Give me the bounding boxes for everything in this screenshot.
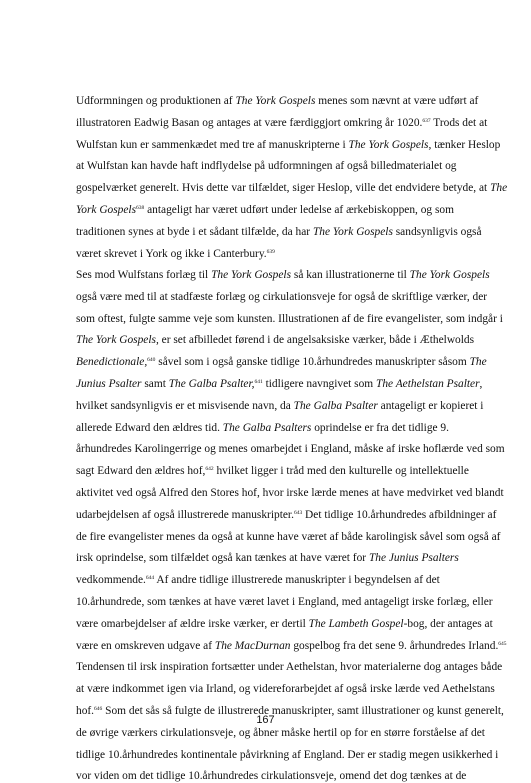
text-run: været skrevet i York og ikke i Canterbury.	[76, 247, 267, 260]
italic-title: The York Gospels	[312, 225, 393, 238]
text-line	[76, 290, 487, 304]
footnote-ref: 644	[145, 575, 155, 582]
text-line	[76, 442, 505, 456]
footnote-ref: 646	[94, 706, 103, 712]
text-line	[76, 138, 500, 152]
text-run: Wulfstan kun er sammenkædet med tre af manuskripterne i	[76, 138, 349, 151]
text-line	[76, 355, 487, 369]
text-run: hvilket ligger i tråd med den kulturelle og intellektuelle	[213, 465, 469, 478]
text-line	[76, 595, 493, 609]
text-line	[76, 312, 503, 326]
text-line	[76, 247, 275, 261]
text-run: -bog, der antages at	[403, 617, 493, 630]
text-line	[76, 94, 478, 108]
text-run: så kan illustrationerne til	[291, 269, 410, 281]
text-line	[76, 116, 487, 130]
text-run: samt	[141, 378, 169, 390]
text-line	[76, 726, 485, 740]
italic-title: The MacDurnan	[214, 639, 291, 652]
italic-title: The York Gospels	[211, 269, 292, 281]
text-run: Af andre tidlige illustrerede manuskripter i begyndelsen af det	[154, 574, 440, 587]
italic-title: The York Gospels,	[76, 334, 159, 347]
text-line	[76, 421, 449, 435]
text-run: 10.århundrede, som tænkes at have været lavet i England, med antageligt irske forlæg, eller	[76, 596, 493, 608]
text-line	[76, 769, 466, 783]
text-run: antageligt er kopieret i	[377, 399, 484, 412]
text-line	[76, 377, 482, 391]
italic-title: Benedictionale,	[76, 356, 148, 369]
italic-title: The York Gospels	[235, 95, 316, 107]
italic-title: The	[490, 182, 508, 195]
italic-title: The Galba Psalter	[293, 399, 378, 412]
text-run: sandsynligvis også	[392, 225, 482, 238]
italic-title: The York Gospels	[409, 269, 490, 281]
text-run: oprindelse er fra det tidlige 9.	[311, 421, 449, 434]
page-number: 167	[256, 714, 275, 726]
text-run: som oftest, fulgte samme veje som kunsten. Illustrationen af de fire evangelister, som indgår i	[76, 312, 503, 325]
italic-title: The Galba Psalter,	[168, 378, 255, 390]
text-run: Det tidlige 10.århundredes afbildninger af	[302, 508, 497, 521]
footnote-ref: 639	[266, 248, 275, 255]
text-line	[76, 508, 496, 522]
italic-title: The York Gospels,	[348, 138, 432, 151]
text-line	[76, 225, 482, 239]
text-line	[76, 486, 504, 500]
footnote-ref: 645	[498, 640, 507, 647]
text-line	[76, 551, 459, 565]
text-run: Som det sås så fulgte de illustrerede manuskripter, samt illustrationer og kunst generelt,	[102, 705, 504, 717]
text-run: hvilket sandsynligvis er et misvisende navn, da	[76, 399, 294, 412]
text-line	[76, 748, 498, 762]
text-line	[76, 203, 454, 217]
text-run: såvel som i også ganske tidlige 10.århundredes manuskripter såsom	[155, 356, 470, 369]
footnote-ref: 643	[293, 509, 303, 516]
text-run: gospelbog fra det sene 9. århundredes Irland.	[290, 639, 499, 652]
italic-title: The	[469, 356, 487, 369]
text-run: at være indkommet igen via Irland, og videreforarbejdet af også irske lærde ved Aethelstans	[76, 683, 495, 696]
text-run: Tendensen til irsk inspiration fortsætter under Aethelstan, hvor materialerne dog antages både	[76, 661, 503, 674]
text-line	[76, 617, 493, 631]
text-run: være en omskreven udgave af	[76, 639, 215, 652]
text-run: er set afbilledet førend i de angelsaksiske værker, både i Æthelwolds	[158, 334, 475, 347]
text-run: århundredes Karolingerrige og menes omarbejdet i England, måske af irske hoflærde ved som	[76, 443, 505, 456]
text-run: Trods det at	[430, 116, 488, 129]
text-line	[76, 333, 474, 347]
text-line	[76, 464, 469, 478]
text-line	[76, 573, 440, 587]
text-run: at Wulfstan kan havde haft indflydelse på udformningen af også billedmaterialet og	[76, 160, 457, 173]
text-run: antageligt har været udført under ledelse af ærkebiskoppen, og som	[144, 204, 454, 216]
italic-title: The Junius Psalters	[368, 552, 459, 565]
text-run: Ses mod Wulfstans forlæg til	[76, 269, 212, 281]
text-line	[76, 682, 495, 696]
text-run: traditionen synes at byde i et sådant tilfælde, da har	[76, 225, 313, 238]
text-line	[76, 268, 490, 282]
footnote-ref: 641	[254, 379, 263, 385]
text-run: også være med til at stadfæste forlæg og cirkulationsveje for også de skriftlige værker, der	[76, 290, 488, 303]
italic-title: York Gospels	[76, 204, 137, 216]
footnote-ref: 640	[147, 357, 156, 364]
text-run: irsk oprindelse, som tilfældet også kan tænkes at have været for	[76, 552, 369, 565]
text-line	[76, 181, 507, 195]
footnote-ref: 637	[422, 117, 431, 124]
text-run: sagt Edward den ældres hof,	[76, 465, 206, 478]
text-line	[76, 660, 502, 674]
text-run: tidlige 10.århundredes kontinentale påvirkning af England. Der er stadig megen usikkerhed i	[76, 748, 499, 761]
italic-title: Junius Psalter	[76, 378, 142, 390]
text-run: aktivitet ved også Alfred den Stores hof, hvor irske lærde menes at have medvirket ved blandt	[76, 487, 504, 499]
text-line	[76, 639, 507, 653]
text-run: menes som nævnt at være udført af	[315, 95, 479, 107]
italic-title: The Lambeth Gospel	[308, 617, 404, 630]
text-run: tænker Heslop	[431, 138, 501, 151]
text-run: vor viden om det tidlige 10.århundredes cirkulationsveje, omend det dog tænkes at de	[76, 770, 467, 783]
text-run: være omarbejdelser af ældre irske værker, er dertil	[76, 617, 309, 630]
text-run: illustratoren Eadwig Basan og antages at være færdiggjort omkring år 1020.	[76, 116, 423, 129]
text-line	[76, 399, 483, 413]
text-run: tidligere navngivet som	[262, 378, 376, 390]
footnote-ref: 638	[136, 205, 145, 211]
text-run: ,	[479, 378, 483, 390]
italic-title: The Galba Psalters	[222, 421, 312, 434]
text-run: allerede Edward den ældres tid.	[76, 421, 223, 434]
italic-title: The Aethelstan Psalter	[375, 378, 480, 390]
text-run: gospelværket generelt. Hvis dette var tilfældet, siger Heslop, ville det endvidere betyde, at	[76, 182, 491, 195]
text-run: de fire evangelister menes da også at kunne have været af både karolingisk såvel som også af	[76, 530, 501, 543]
text-run: de øvrige værkers cirkulationsveje, og åbner måske hertil op for en større forståelse af det	[76, 726, 485, 739]
text-line	[76, 530, 500, 544]
footnote-ref: 642	[205, 466, 214, 473]
text-run: Udformningen og produktionen af	[76, 95, 236, 107]
text-run: udarbejdelsen af også illustrerede manuskripter.	[76, 508, 294, 521]
text-run: hof.	[76, 705, 95, 717]
text-line	[76, 159, 456, 173]
text-run: vedkommende.	[76, 574, 146, 587]
